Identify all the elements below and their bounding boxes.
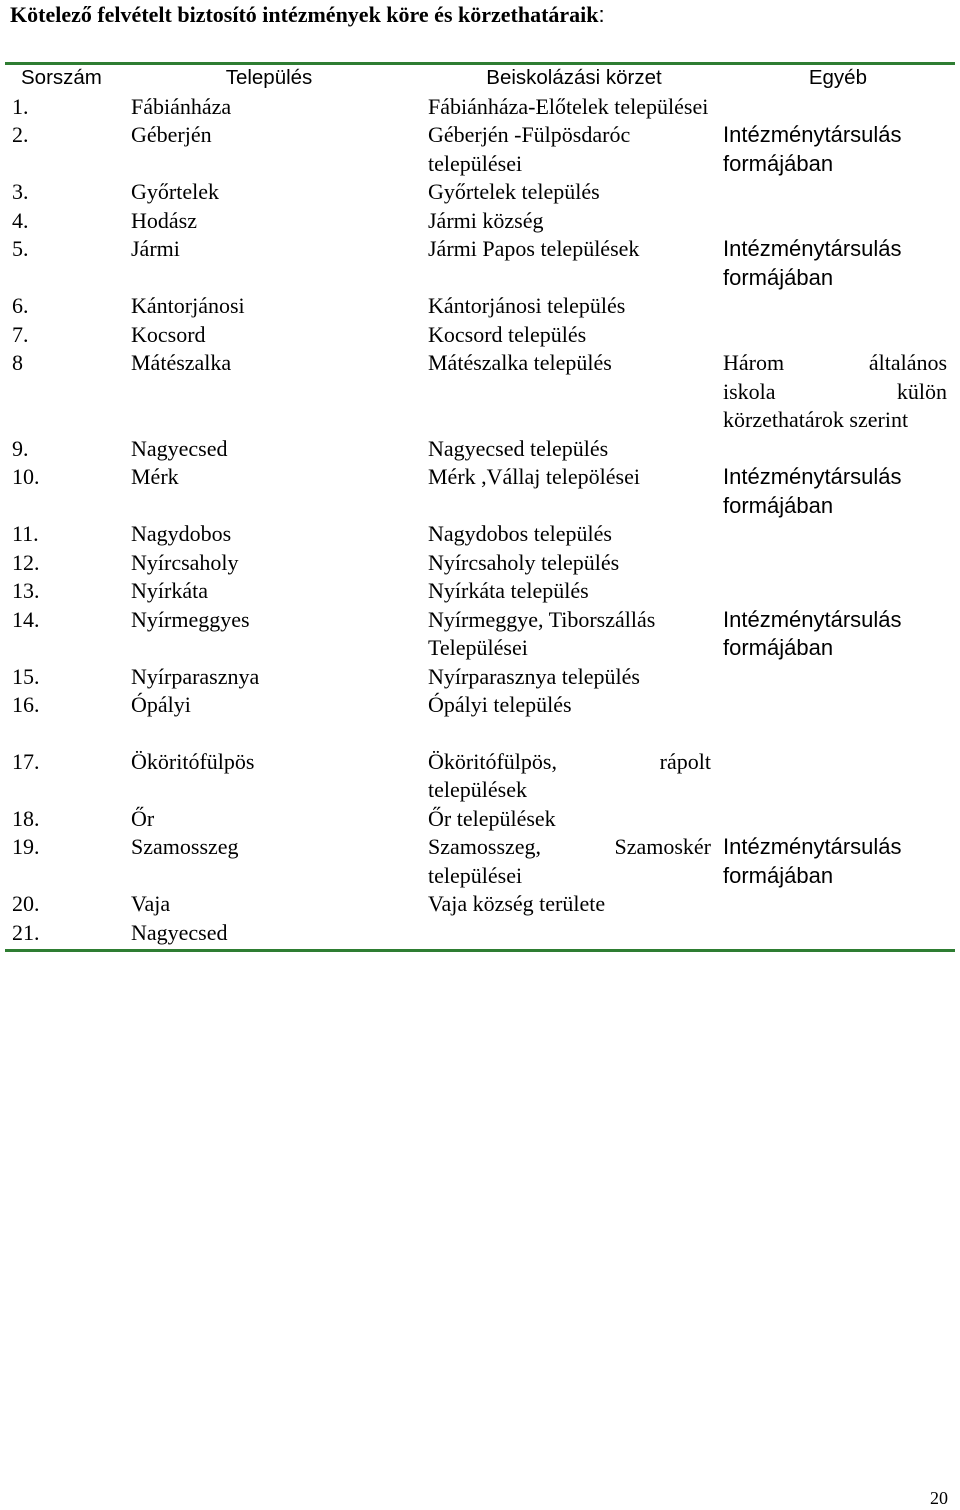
row-num-town-cell [5, 349, 423, 435]
table-row [5, 207, 955, 236]
row-number: 17. [12, 748, 40, 774]
header-telepules: Település [225, 66, 313, 89]
row-number: 9. [12, 435, 29, 461]
row-num-town-cell [5, 663, 423, 692]
row-town: Nagyecsed [131, 919, 228, 945]
table-row [5, 748, 955, 805]
row-other [723, 178, 955, 207]
table-row [5, 178, 955, 207]
row-town: Mátészalka [131, 350, 232, 375]
row-other: Intézménytársulás formájában [723, 464, 902, 518]
row-town: Kántorjánosi [131, 293, 245, 318]
row-num-town-cell [5, 93, 423, 122]
row-number: 15. [12, 663, 40, 689]
row-other [723, 520, 955, 549]
row-other: Intézménytársulás formájában [723, 122, 902, 176]
row-other: Intézménytársulás formájában [723, 236, 902, 290]
table-row [5, 833, 955, 890]
row-other [723, 349, 955, 435]
row-town: Kocsord [131, 321, 206, 347]
row-number: 4. [12, 207, 29, 233]
row-other [723, 321, 955, 350]
row-number: 19. [12, 834, 40, 859]
header-sorszam: Sorszám [21, 66, 102, 89]
row-number: 13. [12, 578, 40, 603]
row-district: Fábiánháza-Előtelek települései [428, 93, 709, 119]
row-num-town-cell [5, 748, 423, 805]
table-row [5, 463, 955, 520]
row-other [723, 577, 955, 606]
row-town: Nyírkáta [131, 578, 208, 603]
row-num-town-cell [5, 121, 423, 178]
table-header-row [5, 64, 955, 93]
table-row [5, 890, 955, 919]
table-row [5, 235, 955, 292]
row-num-town-cell [5, 606, 423, 663]
table-row [5, 121, 955, 178]
page-title [10, 0, 605, 30]
row-district: Nyírcsaholy település [428, 549, 620, 575]
row-number: 18. [12, 805, 40, 831]
table-row [5, 93, 955, 122]
row-other: Intézménytársulás formájában [723, 834, 902, 888]
row-other: Intézménytársulás formájában [723, 606, 902, 660]
row-number: 6. [12, 293, 29, 318]
row-town: Őr [131, 805, 155, 831]
other-line: iskola külön [723, 378, 948, 404]
row-town: Nyírcsaholy [131, 549, 239, 575]
row-town: Ópályi [131, 692, 191, 717]
row-town: Nagyecsed [131, 435, 228, 461]
row-district: Vaja község területe [428, 891, 606, 916]
row-num-town-cell [5, 435, 423, 464]
row-num-town-cell [5, 691, 423, 720]
table-row [5, 606, 955, 663]
table-row [5, 577, 955, 606]
row-other [723, 663, 955, 692]
row-town: Mérk [131, 464, 179, 489]
row-other [723, 549, 955, 578]
row-number: 1. [12, 93, 29, 119]
row-num-town-cell [5, 805, 423, 834]
row-num-town-cell [5, 549, 423, 578]
row-district: Nyírkáta település [428, 578, 589, 603]
row-number: 7. [12, 321, 29, 347]
row-town: Vaja [131, 891, 171, 916]
other-line: Három általános [723, 350, 948, 375]
row-town: Nyírparasznya [131, 663, 260, 689]
row-district: Kántorjánosi település [428, 293, 626, 318]
row-other [723, 93, 955, 122]
row-num-town-cell [5, 890, 423, 919]
page-number: 20 [930, 1488, 948, 1508]
table-row [5, 520, 955, 549]
row-district: Kocsord település [428, 321, 587, 347]
row-other [723, 805, 955, 834]
row-district: Jármi Papos települések [428, 236, 640, 261]
row-district: Őr települések [428, 805, 556, 831]
row-number: 10. [12, 464, 40, 489]
row-number: 12. [12, 549, 40, 575]
row-num-town-cell [5, 520, 423, 549]
row-other [723, 292, 955, 321]
row-other [723, 748, 955, 805]
district-line-2: települései [428, 862, 523, 888]
row-number: 5. [12, 236, 29, 261]
header-egyeb: Egyéb [808, 66, 867, 89]
row-district: Nagydobos település [428, 521, 612, 546]
row-number: 14. [12, 606, 40, 632]
table-bottom-rule [5, 949, 955, 952]
row-num-town-cell [5, 207, 423, 236]
table-row [5, 435, 955, 464]
row-other [723, 691, 955, 720]
table-row [5, 549, 955, 578]
row-district: Géberjén -Fülpösdaróc települései [428, 122, 631, 176]
row-town: Géberjén [131, 122, 212, 147]
district-line-2: települések [428, 777, 527, 802]
row-town: Nyírmeggyes [131, 606, 250, 632]
row-district: Nyírparasznya település [428, 663, 640, 689]
row-num-town-cell [5, 919, 423, 948]
district-line-1: Szamosszeg, Szamoskér [428, 834, 711, 859]
row-num-town-cell [5, 235, 423, 292]
title-colon: : [598, 2, 605, 27]
other-line: körzethatárok szerint [723, 407, 909, 432]
row-number: 20. [12, 891, 40, 916]
row-number: 8 [12, 350, 23, 375]
row-town: Jármi [131, 236, 180, 261]
row-num-town-cell [5, 178, 423, 207]
table-row [5, 292, 955, 321]
row-town: Szamosszeg [131, 834, 239, 859]
row-district: Jármi község [428, 207, 544, 233]
row-district: Győrtelek település [428, 179, 600, 204]
row-town: Hodász [131, 207, 197, 233]
row-number: 16. [12, 692, 40, 717]
row-district: Ópályi település [428, 692, 572, 717]
row-district [423, 919, 723, 948]
row-number: 21. [12, 919, 40, 945]
row-town: Fábiánháza [131, 93, 232, 119]
row-district: Mátészalka település [428, 350, 612, 375]
table-row [5, 691, 955, 720]
row-number: 2. [12, 122, 29, 147]
row-num-town-cell [5, 577, 423, 606]
row-district: Nyírmeggye, Tiborszállás Települései [428, 606, 656, 660]
table-row [5, 349, 955, 435]
title-text: Kötelező felvételt biztosító intézmények köre és körzethatáraik [10, 2, 599, 27]
row-num-town-cell [5, 292, 423, 321]
table-row [5, 663, 955, 692]
row-town: Győrtelek [131, 179, 219, 204]
header-korzet: Beiskolázási körzet [486, 66, 662, 89]
table-row [5, 919, 955, 948]
district-table [5, 64, 955, 947]
row-other [723, 890, 955, 919]
row-district: Nagyecsed település [428, 435, 609, 461]
row-number: 11. [12, 521, 39, 546]
spacer-row [5, 720, 955, 748]
district-line-1: Ököritófülpös, rápolt [428, 748, 711, 774]
row-number: 3. [12, 179, 29, 204]
row-num-town-cell [5, 321, 423, 350]
row-town: Ököritófülpös [131, 748, 255, 774]
row-num-town-cell [5, 833, 423, 890]
row-num-town-cell [5, 463, 423, 520]
table-row [5, 321, 955, 350]
row-town: Nagydobos [131, 521, 232, 546]
row-district [423, 833, 723, 890]
row-other [723, 207, 955, 236]
table-row [5, 805, 955, 834]
row-other [723, 919, 955, 948]
row-district: Mérk ,Vállaj telepölései [428, 464, 640, 489]
row-other [723, 435, 955, 464]
row-district [423, 748, 723, 805]
